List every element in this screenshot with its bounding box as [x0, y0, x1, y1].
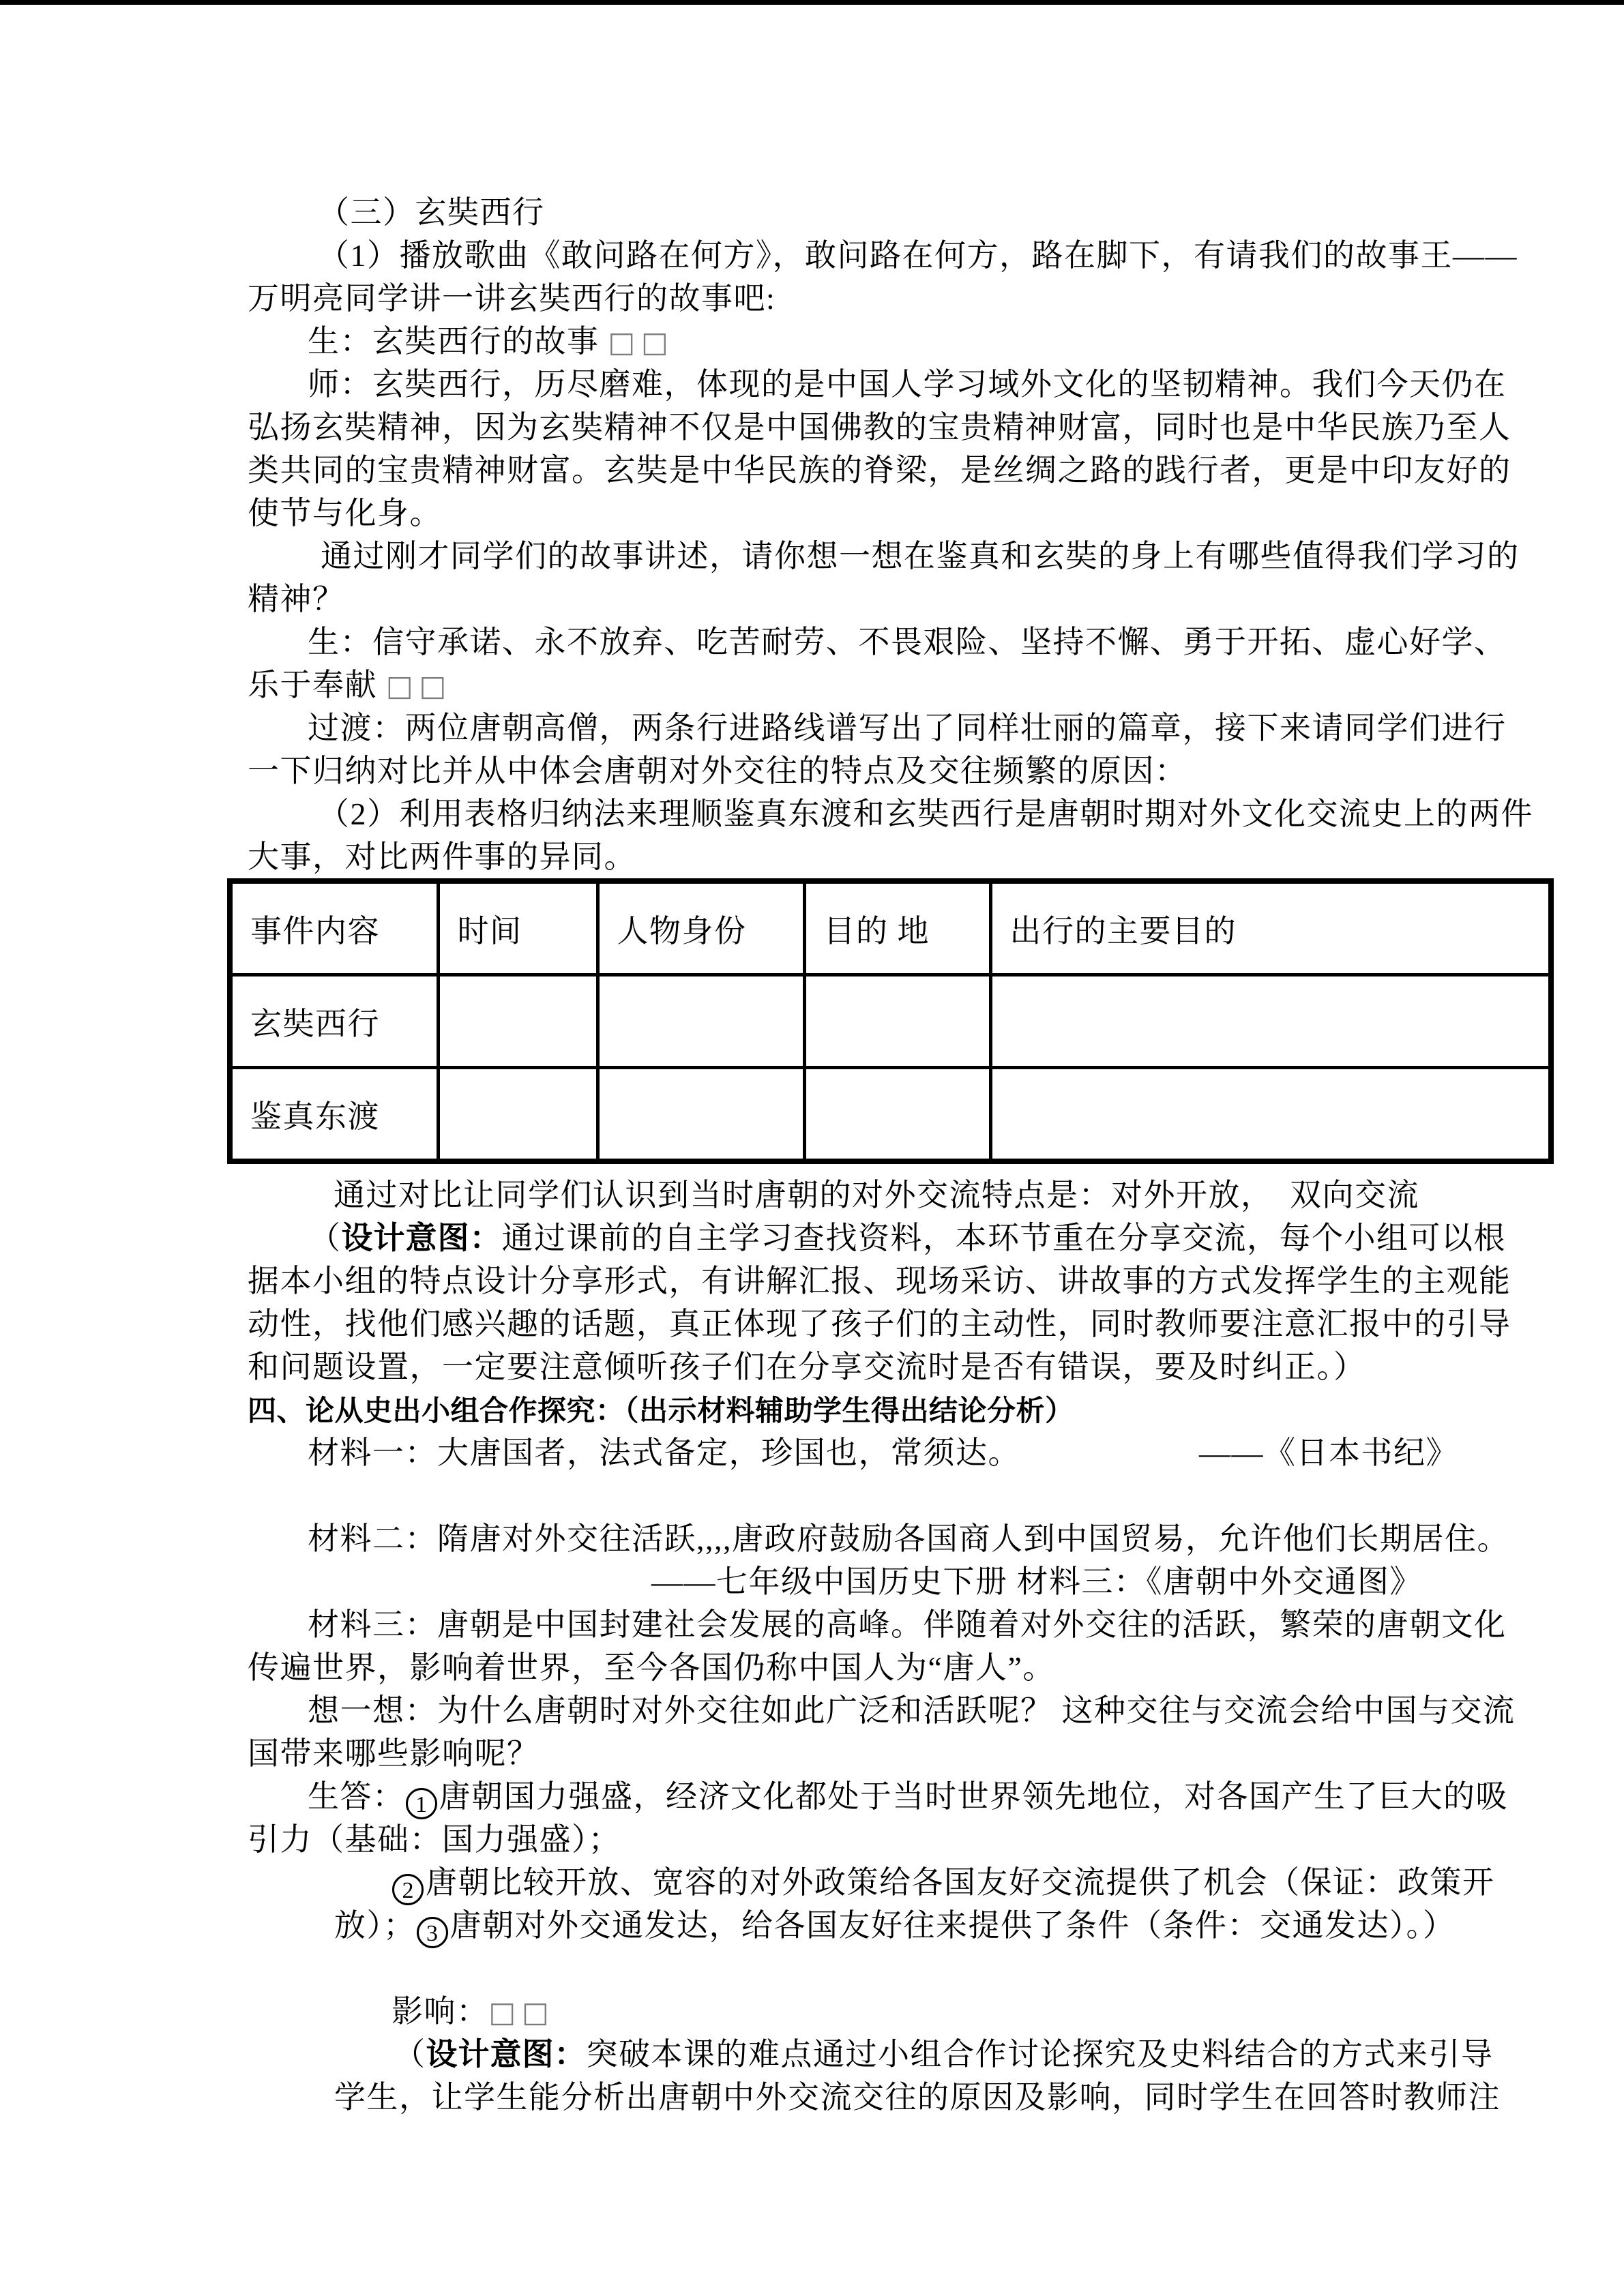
text-line	[0, 363, 1624, 406]
text-segment: 突破本课的难点通过小组合作讨论探究及史料结合的方式来引导	[586, 2037, 1494, 2072]
text-line	[0, 1646, 1624, 1689]
text-line	[0, 1603, 1624, 1646]
text-line	[0, 578, 1624, 621]
text-line	[0, 1431, 1624, 1474]
text-line	[0, 2033, 1624, 2076]
text-segment: 引力（基础：国力强盛）；	[248, 1822, 621, 1857]
placeholder-boxes: □□	[488, 1995, 555, 2029]
text-segment: 材料三：唐朝是中国封建社会发展的高峰。伴随着对外交往的活跃，繁荣的唐朝文化	[308, 1607, 1507, 1642]
text-line	[0, 1302, 1624, 1345]
table-cell-empty	[438, 975, 597, 1068]
text-segment: 放）；	[334, 1908, 416, 1943]
text-segment: 学生，让学生能分析出唐朝中外交流交往的原因及影响，同时学生在回答时教师注	[334, 2080, 1501, 2115]
text-segment: 乐于奉献	[248, 668, 386, 702]
paragraphs-after-table	[0, 1174, 1624, 2119]
text-line	[0, 664, 1624, 706]
text-line	[0, 835, 1624, 878]
text-line	[0, 191, 1624, 234]
text-line	[0, 1174, 1624, 1217]
table-header-cell: 出行的主要目的	[990, 881, 1551, 975]
text-segment: 材料二：隋唐对外交往活跃,,,,唐政府鼓励各国商人到中国贸易，允许他们长期居住。	[308, 1521, 1509, 1556]
text-line	[0, 621, 1624, 664]
section-heading: 四、论从史出小组合作探究：（出示材料辅助学生得出结论分析）	[248, 1395, 1074, 1427]
text-line	[0, 277, 1624, 320]
text-line	[0, 406, 1624, 449]
paragraphs-before-table	[0, 191, 1624, 878]
text-segment: 类共同的宝贵精神财富。玄奘是中华民族的脊梁，是丝绸之路的践行者，更是中印友好的	[248, 453, 1511, 488]
blank-line	[0, 1947, 1624, 1990]
table-cell-empty	[597, 1068, 804, 1162]
table-header-cell: 人物身份	[597, 881, 804, 975]
text-line	[0, 1818, 1624, 1861]
text-segment: 生答：	[308, 1779, 405, 1814]
comparison-table	[227, 878, 1554, 1164]
text-line	[0, 1861, 1624, 1904]
table-cell-empty	[597, 975, 804, 1068]
text-segment: （	[309, 1221, 342, 1255]
text-line	[0, 320, 1624, 363]
text-segment: 影响：	[392, 1994, 489, 2029]
text-segment: 材料一：大唐国者，法式备定，珍国也，常须达。 ——《日本书纪》	[308, 1435, 1458, 1470]
text-segment: 动性，找他们感兴趣的话题，真正体现了孩子们的主动性，同时教师要注意汇报中的引导	[248, 1307, 1511, 1341]
table-header-cell: 时间	[438, 881, 597, 975]
text-segment: 弘扬玄奘精神，因为玄奘精神不仅是中国佛教的宝贵精神财富，同时也是中华民族乃至人	[248, 410, 1511, 445]
blank-line	[0, 1474, 1624, 1517]
text-segment: 想一想：为什么唐朝时对外交往如此广泛和活跃呢？ 这种交往与交流会给中国与交流	[308, 1693, 1516, 1728]
circled-number: 3	[417, 1917, 448, 1948]
text-segment: （	[394, 2037, 426, 2072]
text-segment: 师：玄奘西行，历尽磨难，体现的是中国人学习域外文化的坚韧精神。我们今天仍在	[308, 367, 1507, 402]
text-segment: 生：玄奘西行的故事	[308, 324, 608, 359]
bold-text: 设计意图：	[341, 1220, 502, 1255]
text-segment: （三）玄奘西行	[318, 195, 545, 230]
table-header-cell: 目的 地	[804, 881, 990, 975]
text-line	[0, 792, 1624, 835]
table-header-cell: 事件内容	[230, 881, 438, 975]
text-segment: 大事，对比两件事的异同。	[248, 839, 636, 874]
text-line	[0, 1775, 1624, 1818]
table-row-label: 鉴真东渡	[230, 1068, 438, 1162]
text-line	[0, 1217, 1624, 1259]
text-segment: 据本小组的特点设计分享形式，有讲解汇报、现场采访、讲故事的方式发挥学生的主观能	[248, 1264, 1511, 1298]
text-segment: 通过课前的自主学习查找资料，本环节重在分享交流，每个小组可以根	[501, 1221, 1506, 1255]
table-row-label: 玄奘西行	[230, 975, 438, 1068]
text-segment: 唐朝对外交通发达，给各国友好往来提供了条件（条件：交通发达）。）	[449, 1908, 1456, 1943]
text-segment: 通过对比让同学们认识到当时唐朝的对外交流特点是：对外开放， 双向交流	[334, 1178, 1419, 1212]
text-line	[0, 1904, 1624, 1947]
table-row	[230, 1068, 1551, 1162]
text-segment: 通过刚才同学们的故事讲述，请你想一想在鉴真和玄奘的身上有哪些值得我们学习的	[321, 539, 1520, 573]
text-line	[0, 1990, 1624, 2033]
circled-number: 2	[392, 1874, 424, 1905]
text-line	[0, 234, 1624, 277]
text-segment: 一下归纳对比并从中体会唐朝对外交往的特点及交往频繁的原因：	[248, 754, 1187, 788]
text-line	[0, 749, 1624, 792]
text-line	[0, 1517, 1624, 1560]
text-line	[0, 1560, 1624, 1603]
bold-text: 设计意图：	[426, 2036, 587, 2072]
text-segment: 唐朝比较开放、宽容的对外政策给各国友好交流提供了机会（保证：政策开	[426, 1865, 1495, 1900]
text-segment: 唐朝国力强盛，经济文化都处于当时世界领先地位，对各国产生了巨大的吸	[439, 1779, 1508, 1814]
text-line	[0, 1732, 1624, 1775]
text-segment: （2）利用表格归纳法来理顺鉴真东渡和玄奘西行是唐朝时期对外文化交流史上的两件	[318, 796, 1533, 831]
table-header-row	[230, 881, 1551, 975]
text-line	[0, 1259, 1624, 1302]
table-cell-empty	[438, 1068, 597, 1162]
text-segment: 精神？	[248, 582, 345, 616]
text-segment: ——七年级中国历史下册 材料三：《唐朝中外交通图》	[651, 1564, 1422, 1599]
text-line	[0, 535, 1624, 578]
text-segment: 国带来哪些影响呢？	[248, 1736, 540, 1771]
text-segment: 过渡：两位唐朝高僧，两条行进路线谱写出了同样壮丽的篇章，接下来请同学们进行	[308, 711, 1507, 745]
table-row	[230, 975, 1551, 1068]
text-line	[0, 2076, 1624, 2119]
placeholder-boxes: □□	[608, 325, 675, 359]
text-line	[0, 1388, 1624, 1431]
table-cell-empty	[804, 975, 990, 1068]
table-body	[230, 975, 1551, 1162]
text-line	[0, 1345, 1624, 1388]
table-cell-empty	[990, 1068, 1551, 1162]
text-segment: 传遍世界，影响着世界，至今各国仍称中国人为“唐人”。	[248, 1650, 1055, 1685]
text-line	[0, 449, 1624, 492]
text-segment: 生：信守承诺、永不放弃、吃苦耐劳、不畏艰险、坚持不懈、勇于开拓、虚心好学、	[308, 625, 1507, 659]
text-segment: 万明亮同学讲一讲玄奘西行的故事吧:	[248, 281, 776, 316]
text-segment: （1）播放歌曲《敢问路在何方》，敢问路在何方，路在脚下，有请我们的故事王——	[318, 238, 1518, 273]
table-cell-empty	[804, 1068, 990, 1162]
text-line	[0, 706, 1624, 749]
text-segment: 使节与化身。	[248, 496, 442, 531]
text-line	[0, 492, 1624, 535]
circled-number: 1	[406, 1788, 437, 1819]
text-segment: 和问题设置，一定要注意倾听孩子们在分享交流时是否有错误，要及时纠正。）	[248, 1350, 1366, 1384]
text-line	[0, 1689, 1624, 1732]
table-cell-empty	[990, 975, 1551, 1068]
placeholder-boxes: □□	[386, 669, 453, 702]
